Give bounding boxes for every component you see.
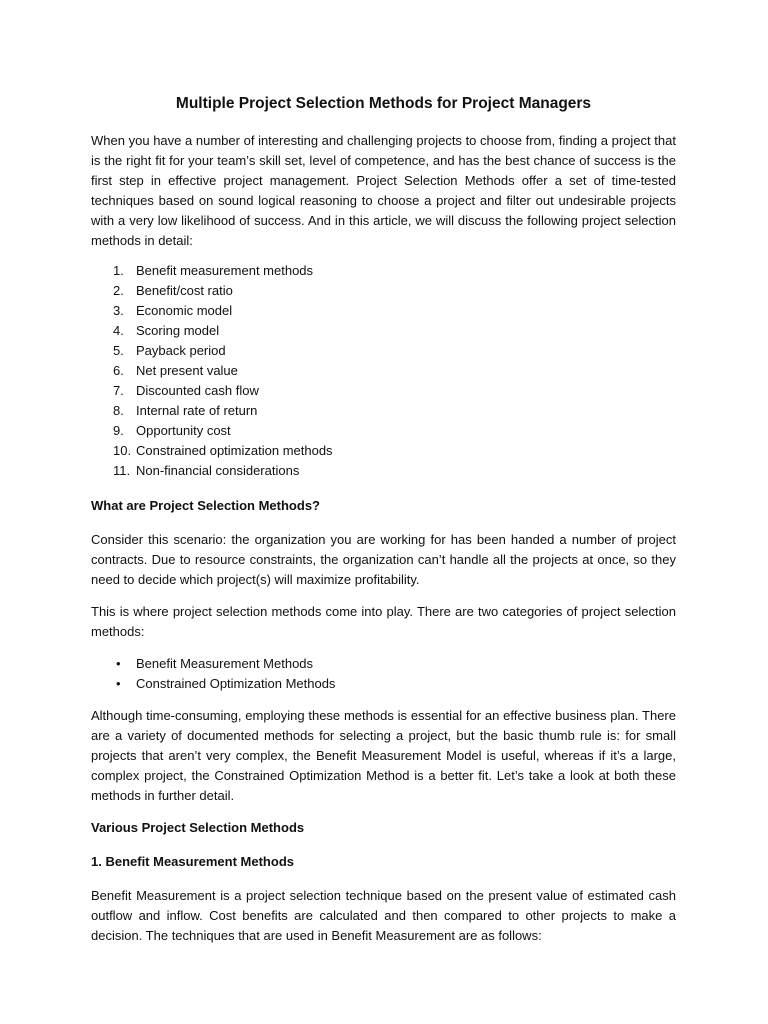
list-label: Internal rate of return bbox=[136, 403, 258, 418]
list-item bbox=[91, 341, 676, 361]
document-title: Multiple Project Selection Methods for Project Managers bbox=[175, 95, 592, 112]
section-heading: Various Project Selection Methods bbox=[91, 820, 305, 835]
list-item bbox=[91, 281, 676, 301]
list-label: Economic model bbox=[136, 303, 233, 318]
list-number: 6. bbox=[113, 363, 124, 378]
list-number: 8. bbox=[113, 403, 124, 418]
list-item bbox=[91, 301, 676, 321]
list-item bbox=[91, 261, 676, 281]
list-number: 4. bbox=[113, 323, 124, 338]
list-label: Benefit measurement methods bbox=[136, 263, 314, 278]
list-number: 10. bbox=[113, 443, 132, 458]
sub-heading: 1. Benefit Measurement Methods bbox=[91, 854, 294, 869]
list-item bbox=[91, 401, 676, 421]
list-number: 9. bbox=[113, 423, 124, 438]
list-item bbox=[91, 361, 676, 381]
list-label: Payback period bbox=[136, 343, 226, 358]
intro-paragraph: When you have a number of interesting and challenging projects to choose from, finding a project that is the right fit for your team’s skill set, level of competence, and has the best chance of success is the first step in effective project management. Project Selection Methods offer a set of time-tested techniques based on sound logical reasoning to choose a project and filter out undesirable projects with a very low likelihood of success. And in this article, we will discuss the following project selection methods in detail: bbox=[91, 133, 676, 248]
list-item bbox=[91, 674, 676, 694]
scenario-paragraph: Consider this scenario: the organization you are working for has been handed a number of project contracts. Due to resource constraints, the organization can’t handle all the projects at once, so they need to decide which project(s) will maximize profitability. bbox=[91, 532, 676, 587]
list-label: Benefit/cost ratio bbox=[136, 283, 233, 298]
list-item bbox=[91, 421, 676, 441]
list-item bbox=[91, 381, 676, 401]
methods-list bbox=[91, 261, 676, 481]
section-heading: What are Project Selection Methods? bbox=[91, 498, 320, 513]
list-item bbox=[91, 441, 676, 461]
list-label: Constrained optimization methods bbox=[136, 443, 333, 458]
list-number: 11. bbox=[113, 463, 131, 478]
list-label: Benefit Measurement Methods bbox=[136, 656, 314, 671]
list-label: Discounted cash flow bbox=[136, 383, 259, 398]
list-label: Scoring model bbox=[136, 323, 220, 338]
bullet-icon: • bbox=[116, 656, 121, 671]
categories-intro-paragraph: This is where project selection methods come into play. There are two categories of project selection methods: bbox=[91, 604, 676, 639]
categories-list bbox=[91, 654, 676, 694]
list-number: 3. bbox=[113, 303, 124, 318]
list-label: Opportunity cost bbox=[136, 423, 231, 438]
list-item bbox=[91, 654, 676, 674]
list-label: Non-financial considerations bbox=[136, 463, 300, 478]
list-number: 7. bbox=[113, 383, 124, 398]
list-label: Constrained Optimization Methods bbox=[136, 676, 336, 691]
thumb-rule-paragraph: Although time-consuming, employing these methods is essential for an effective business plan. There are a variety of documented methods for selecting a project, but the basic thumb rule is: for small projects that aren’t very complex, the Benefit Measurement Model is useful, whereas if it’s a large, complex project, the Constrained Optimization Method is a better fit. Let’s take a look at both these methods in further detail. bbox=[91, 708, 676, 803]
bullet-icon: • bbox=[116, 676, 121, 691]
list-number: 2. bbox=[113, 283, 124, 298]
benefit-measurement-paragraph: Benefit Measurement is a project selection technique based on the present value of estimated cash outflow and inflow. Cost benefits are calculated and then compared to other projects to make a decision. The techniques that are used in Benefit Measurement are as follows: bbox=[91, 888, 676, 943]
list-item bbox=[91, 321, 676, 341]
list-label: Net present value bbox=[136, 363, 238, 378]
list-number: 5. bbox=[113, 343, 124, 358]
list-item bbox=[91, 461, 676, 481]
list-number: 1. bbox=[113, 263, 124, 278]
